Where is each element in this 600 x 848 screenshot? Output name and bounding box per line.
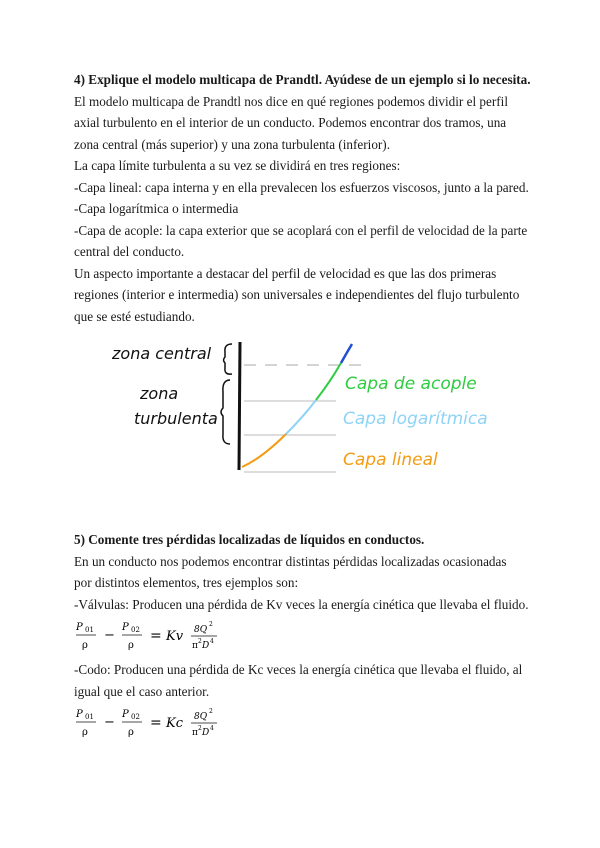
formula-equals: = (150, 628, 162, 644)
paragraph-line: regiones (interior e intermedia) son universales e independientes del flujo turbulento (74, 287, 520, 302)
profile-acople (316, 363, 341, 400)
formula-p02: P (122, 622, 129, 633)
formula-rho: ρ (128, 727, 134, 738)
formula-pi: π (192, 728, 198, 738)
label-capa-logaritmica: Capa logarítmica (343, 409, 488, 429)
paragraph-line: axial turbulento en el interior de un conducto. Podemos encontrar dos tramos, una (74, 115, 507, 130)
profile-central (341, 344, 352, 363)
formula-d: D (202, 641, 210, 651)
formula-exp: 2 (198, 638, 202, 645)
formula-kc: Kc (166, 716, 183, 731)
label-zona: zona (140, 384, 179, 403)
paragraph-line: que se esté estudiando. (74, 308, 195, 324)
formula-equals: = (150, 715, 162, 731)
profile-lineal (242, 434, 286, 467)
paragraph-line: La capa límite turbulenta a su vez se dividirá en tres regiones: (74, 158, 401, 173)
formula-sub-02: 02 (131, 713, 140, 721)
paragraph-line: En un conducto nos podemos encontrar distintas pérdidas localizadas ocasionadas (74, 553, 507, 569)
paragraph-line: El modelo multicapa de Prandtl nos dice en qué regiones podemos dividir el perfil (74, 93, 508, 109)
question-4-block (74, 69, 531, 327)
paragraph-line: Un aspecto importante a destacar del perfil de velocidad es que las dos primeras (74, 265, 497, 281)
formula-p02: P (122, 709, 129, 720)
label-capa-lineal: Capa lineal (343, 450, 438, 470)
wall-line (239, 342, 240, 470)
formula-exp: 4 (210, 725, 214, 732)
paragraph-line: -Capa logarítmica o intermedia (74, 201, 239, 216)
paragraph-line: central del conducto. (74, 244, 185, 259)
formula-minus: − (104, 628, 115, 643)
formula-valvulas (74, 617, 274, 653)
formula-exp: 4 (210, 638, 214, 645)
paragraph-line: igual que el caso anterior. (74, 683, 210, 699)
codo-block (74, 659, 522, 702)
paragraph-line: -Codo: Producen una pérdida de Kc veces la energía cinética que llevaba el fluido, al (74, 662, 523, 677)
formula-codo (74, 704, 274, 740)
label-turbulenta: turbulenta (134, 409, 218, 428)
formula-8q: 8Q (194, 625, 208, 635)
multilayer-sketch (0, 330, 600, 490)
formula-rho: ρ (128, 640, 134, 651)
profile-logaritmica (286, 400, 316, 434)
question-5-block (74, 529, 529, 615)
formula-p01: P (76, 709, 83, 720)
paragraph-line: -Capa de acople: la capa exterior que se acoplará con el perfil de velocidad de la parte (74, 222, 528, 238)
formula-rho: ρ (82, 640, 88, 651)
question-4-title: 4) Explique el modelo multicapa de Prandtl. Ayúdese de un ejemplo si lo necesita. (74, 72, 531, 87)
brace-turbulenta (221, 380, 230, 444)
formula-p01: P (76, 622, 83, 633)
formula-kv: Kv (166, 629, 184, 644)
formula-sub-01: 01 (85, 713, 94, 721)
formula-sub-01: 01 (85, 626, 94, 634)
brace-central (224, 344, 233, 374)
formula-minus: − (104, 715, 115, 730)
formula-sub-02: 02 (131, 626, 140, 634)
question-5-title: 5) Comente tres pérdidas localizadas de líquidos en conductos. (74, 532, 425, 547)
formula-exp: 2 (198, 725, 202, 732)
formula-pi: π (192, 641, 198, 651)
formula-8q: 8Q (194, 712, 208, 722)
formula-exp: 2 (209, 708, 213, 715)
formula-rho: ρ (82, 727, 88, 738)
formula-d: D (202, 728, 210, 738)
label-zona-central: zona central (112, 344, 212, 363)
paragraph-line: por distintos elementos, tres ejemplos son: (74, 575, 299, 590)
paragraph-line: zona central (más superior) y una zona turbulenta (inferior). (74, 136, 390, 152)
label-capa-acople: Capa de acople (345, 374, 477, 394)
paragraph-line: -Capa lineal: capa interna y en ella prevalecen los esfuerzos viscosos, junto a la pared. (74, 179, 529, 195)
paragraph-line: -Válvulas: Producen una pérdida de Kv veces la energía cinética que llevaba el fluido. (74, 596, 529, 612)
formula-exp: 2 (209, 621, 213, 628)
